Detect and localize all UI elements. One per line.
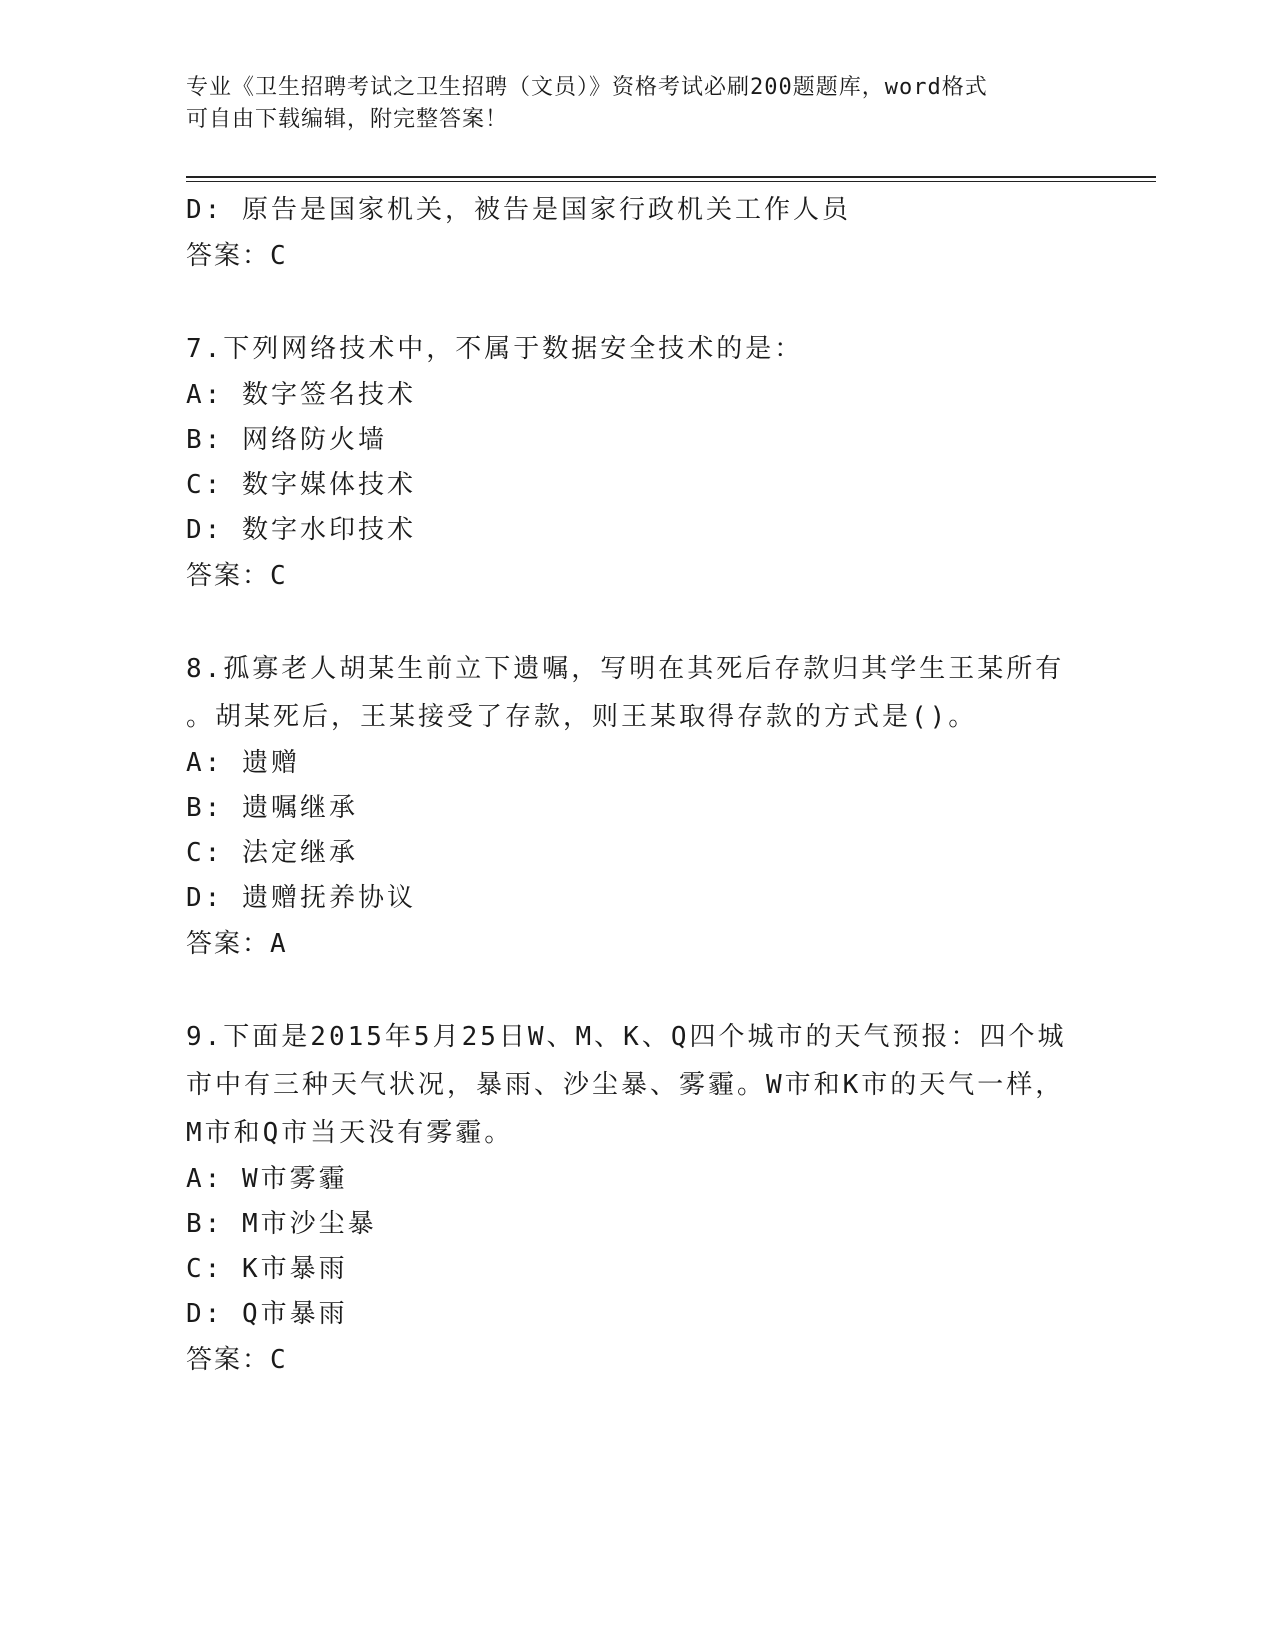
question-9 [186, 1013, 1086, 1383]
question-stem-line-2: 市中有三种天气状况，暴雨、沙尘暴、雾霾。W市和K市的天气一样， [186, 1070, 1065, 1100]
previous-question-tail [186, 188, 1086, 279]
question-stem-line-1: 8.孤寡老人胡某生前立下遗嘱，写明在其死后存款归其学生王某所有 [186, 654, 1065, 684]
header-title-line-2: 可自由下载编辑，附完整答案！ [186, 107, 509, 132]
spacer [186, 279, 1086, 325]
answer-line: 答案：A [186, 929, 288, 959]
option-a: A: W市雾霾 [186, 1164, 348, 1194]
header-rule-thin [186, 181, 1156, 182]
question-8 [186, 645, 1086, 967]
question-stem: 7.下列网络技术中，不属于数据安全技术的是： [186, 334, 804, 364]
answer-line: 答案：C [186, 1345, 288, 1375]
option-a: A: 遗赠 [186, 748, 300, 778]
answer-line: 答案：C [186, 561, 288, 591]
option-d: D: Q市暴雨 [186, 1299, 348, 1329]
option-b: B: 网络防火墙 [186, 425, 387, 455]
option-c: C: K市暴雨 [186, 1254, 348, 1284]
question-stem-line-3: M市和Q市当天没有雾霾。 [186, 1118, 514, 1148]
answer-line: 答案：C [186, 241, 288, 271]
question-content [186, 188, 1086, 1383]
option-a: A: 数字签名技术 [186, 380, 416, 410]
option-d: D: 数字水印技术 [186, 515, 416, 545]
option-b: B: M市沙尘暴 [186, 1209, 377, 1239]
spacer [186, 967, 1086, 1013]
question-stem-line-2: 。胡某死后，王某接受了存款，则王某取得存款的方式是()。 [186, 702, 978, 732]
header-title-line-1: 专业《卫生招聘考试之卫生招聘（文员）》资格考试必刷200题题库，word格式 [186, 75, 988, 100]
spacer [186, 599, 1086, 645]
option-c: C: 数字媒体技术 [186, 470, 416, 500]
option-c: C: 法定继承 [186, 838, 358, 868]
option-b: B: 遗嘱继承 [186, 793, 358, 823]
option-d: D: 原告是国家机关，被告是国家行政机关工作人员 [186, 195, 851, 225]
document-header [186, 72, 1086, 136]
question-stem-line-1: 9.下面是2015年5月25日W、M、K、Q四个城市的天气预报：四个城 [186, 1022, 1067, 1052]
option-d: D: 遗赠抚养协议 [186, 883, 416, 913]
question-7 [186, 325, 1086, 599]
header-rule-thick [186, 176, 1156, 178]
